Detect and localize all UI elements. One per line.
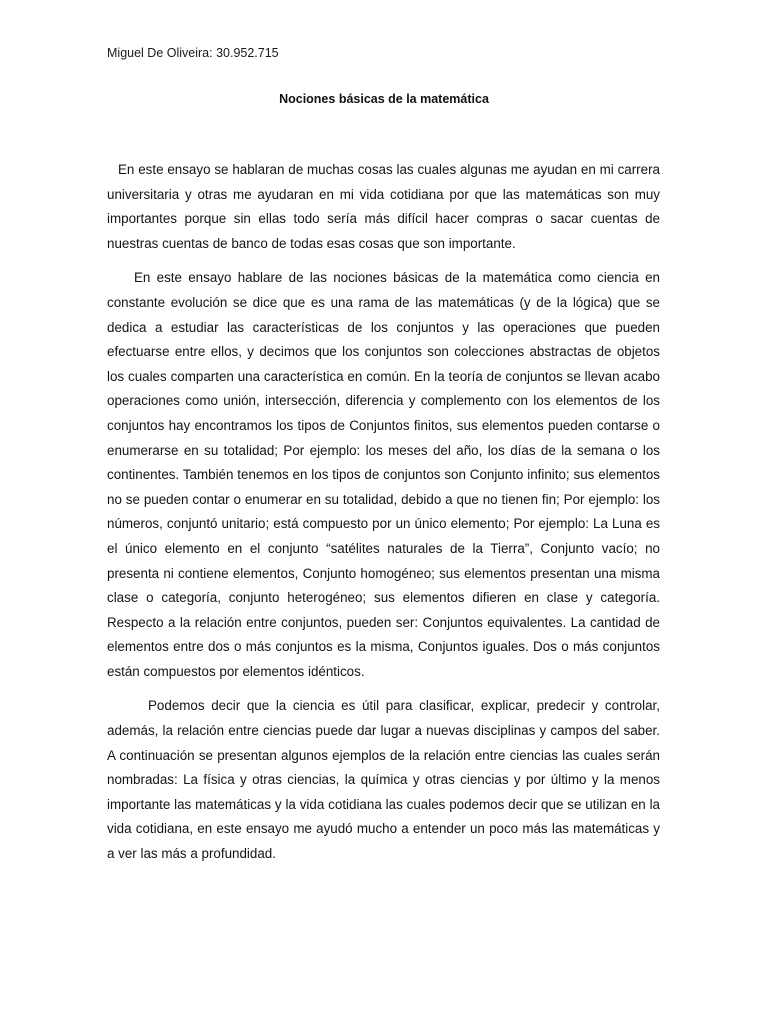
paragraph-introduction: En este ensayo se hablaran de muchas cosas las cuales algunas me ayudan en mi carrera universitaria y otras me ayudaran en mi vida cotidiana por que las matemáticas son muy importantes porque sin ellas todo sería más difícil hacer compras o sacar cuentas de nuestras cuentas de banco de todas esas cosas que son importante. <box>107 162 660 251</box>
essay-body <box>107 158 660 877</box>
author-id-line: Miguel De Oliveira: 30.952.715 <box>107 46 279 60</box>
document-title: Nociones básicas de la matemática <box>279 92 489 106</box>
paragraph-conclusion: Podemos decir que la ciencia es útil para clasificar, explicar, predecir y controlar, además, la relación entre ciencias puede dar lugar a nuevas disciplinas y campos del saber. A continuación se presentan algunos ejemplos de la relación entre ciencias las cuales serán nombradas: La física y otras ciencias, la química y otras ciencias y por último y la menos importante las matemáticas y la vida cotidiana las cuales podemos decir que se utilizan en la vida cotidiana, en este ensayo me ayudó mucho a entender un poco más las matemáticas y a ver las más a profundidad. <box>107 698 660 862</box>
paragraph-set-theory: En este ensayo hablare de las nociones básicas de la matemática como ciencia en constante evolución se dice que es una rama de las matemáticas (y de la lógica) que se dedica a estudiar las características de los conjuntos y las operaciones que pueden efectuarse entre ellos, y decimos que los conjuntos son colecciones abstractas de objetos los cuales comparten una característica en común. En la teoría de conjuntos se llevan acabo operaciones como unión, intersección, diferencia y complemento con los elementos de los conjuntos hay encontramos los tipos de Conjuntos finitos, sus elementos pueden contarse o enumerarse en su totalidad; Por ejemplo: los meses del año, los días de la semana o los continentes. También tenemos en los tipos de conjuntos son Conjunto infinito; sus elementos no se pueden contar o enumerar en su totalidad, debido a que no tienen fin; Por ejemplo: los números, conjuntó unitario; está compuesto por un único elemento; Por ejemplo: La Luna es el único elemento en el conjunto “satélites naturales de la Tierra”, Conjunto vacío; no presenta ni contiene elementos, Conjunto homogéneo; sus elementos presentan una misma clase o categoría, conjunto heterogéneo; sus elementos difieren en clase y categoría. Respecto a la relación entre conjuntos, pueden ser: Conjuntos equivalentes. La cantidad de elementos entre dos o más conjuntos es la misma, Conjuntos iguales. Dos o más conjuntos están compuestos por elementos idénticos. <box>107 270 660 679</box>
